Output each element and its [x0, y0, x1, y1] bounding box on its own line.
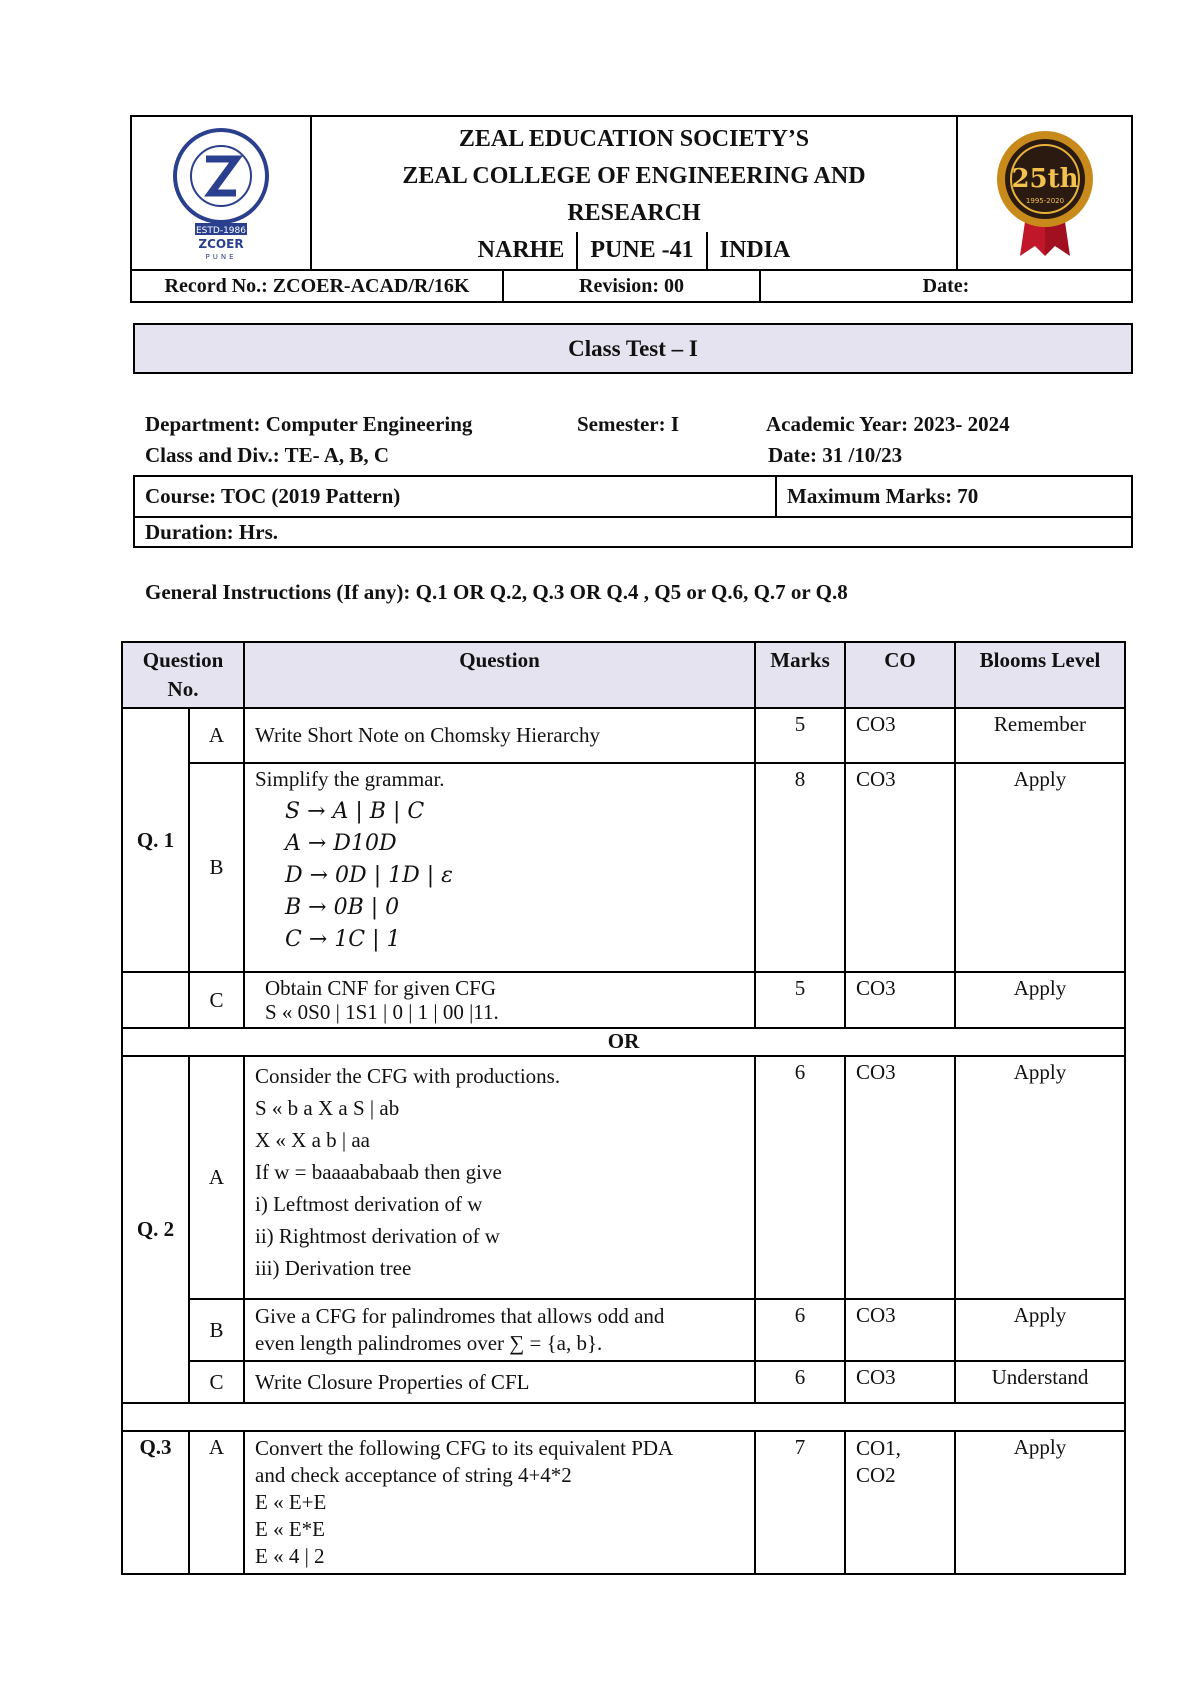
question-cell — [244, 972, 755, 1028]
table-row — [122, 708, 1125, 763]
marks: 6 — [755, 1056, 845, 1299]
location-city: PUNE -41 — [576, 232, 705, 269]
question-line: Give a CFG for palindromes that allows odd and — [255, 1304, 665, 1328]
grammar-productions — [255, 796, 744, 956]
question-cell — [244, 763, 755, 972]
badge-years: 1995-2020 — [1025, 196, 1064, 205]
co: CO3 — [845, 1299, 955, 1361]
question-line: X « X a b | aa — [255, 1128, 370, 1152]
blooms-level: Apply — [955, 1431, 1125, 1574]
marks: 6 — [755, 1299, 845, 1361]
co: CO2 — [856, 1463, 896, 1487]
co: CO3 — [845, 763, 955, 972]
college-logo-cell — [131, 116, 311, 270]
table-row — [122, 1361, 1125, 1403]
anniversary-badge-cell — [957, 116, 1132, 270]
question-line: Consider the CFG with productions. — [255, 1064, 561, 1088]
question-line: E « E*E — [255, 1517, 325, 1541]
co: CO3 — [845, 972, 955, 1028]
question-number: Q. 2 — [122, 1056, 189, 1403]
blooms-level: Apply — [955, 972, 1125, 1028]
question-line: even length palindromes over ∑ = {a, b}. — [255, 1331, 603, 1355]
sub-label: A — [189, 1431, 244, 1574]
revision: Revision: 00 — [503, 271, 760, 301]
logo-city: PUNE — [205, 252, 237, 261]
header-blooms-level: Blooms Level — [955, 642, 1125, 708]
question-line: If w = baaaababaab then give — [255, 1160, 502, 1184]
academic-year: Academic Year: 2023- 2024 — [766, 412, 1010, 436]
college-name-cell — [311, 116, 957, 270]
question-line: S « 0S0 | 1S1 | 0 | 1 | 00 |11. — [265, 1000, 499, 1024]
question-line: iii) Derivation tree — [255, 1256, 412, 1280]
marks: 5 — [755, 708, 845, 763]
table-row — [122, 1431, 1125, 1574]
header-marks: Marks — [755, 642, 845, 708]
general-instructions: General Instructions (If any): Q.1 OR Q.2, Q.3 OR Q.4 , Q5 or Q.6, Q.7 or Q.8 — [145, 580, 848, 604]
production: B → 0B | 0 — [285, 895, 400, 920]
marks: 6 — [755, 1361, 845, 1403]
record-row — [132, 271, 1131, 301]
college-location — [312, 232, 956, 269]
question-line: Convert the following CFG to its equivalent PDA — [255, 1436, 674, 1460]
question-line: Obtain CNF for given CFG — [265, 976, 496, 1000]
sub-label: C — [189, 972, 244, 1028]
question-line: S « b a X a S | ab — [255, 1096, 400, 1120]
production: C → 1C | 1 — [285, 927, 401, 952]
blooms-level: Understand — [955, 1361, 1125, 1403]
duration: Duration: Hrs. — [134, 517, 1132, 547]
location-country: INDIA — [706, 232, 803, 269]
blooms-level: Apply — [955, 1056, 1125, 1299]
question-line: E « 4 | 2 — [255, 1544, 325, 1568]
question-text: Simplify the grammar. — [255, 767, 445, 791]
table-row — [122, 763, 1125, 972]
record-date: Date: — [922, 274, 970, 297]
co: CO1, — [856, 1436, 901, 1460]
co: CO3 — [845, 1056, 955, 1299]
table-row — [122, 972, 1125, 1028]
test-title: Class Test – I — [133, 323, 1133, 374]
department: Department: Computer Engineering — [145, 412, 473, 436]
co: CO3 — [845, 708, 955, 763]
co: CO3 — [845, 1361, 955, 1403]
course: Course: TOC (2019 Pattern) — [134, 476, 776, 517]
marks: 5 — [755, 972, 845, 1028]
exam-date: Date: 31 /10/23 — [768, 443, 903, 467]
question-table — [121, 641, 1126, 1575]
question-text: Write Short Note on Chomsky Hierarchy — [244, 708, 755, 763]
logo-estd: ESTD-1986 — [196, 225, 246, 236]
co-cell — [845, 1431, 955, 1574]
blooms-level: Apply — [955, 1299, 1125, 1361]
college-logo — [161, 121, 281, 261]
production: D → 0D | 1D | ε — [285, 863, 453, 888]
table-row — [122, 1299, 1125, 1361]
question-number: Q. 1 — [122, 708, 189, 972]
production: A → D10D — [285, 831, 397, 856]
institute-header — [130, 115, 1133, 303]
society-name: ZEAL EDUCATION SOCIETY’S — [458, 126, 810, 152]
sub-label: C — [189, 1361, 244, 1403]
location-area: NARHE — [477, 237, 565, 263]
production: S → A | B | C — [285, 799, 425, 824]
record-number: Record No.: ZCOER-ACAD/R/16K — [132, 271, 503, 301]
blooms-level: Remember — [955, 708, 1125, 763]
header-question-no: Question No. — [122, 642, 244, 708]
question-line: E « E+E — [255, 1490, 327, 1514]
college-name-line2: RESEARCH — [567, 200, 701, 226]
question-line: ii) Rightmost derivation of w — [255, 1224, 500, 1248]
sub-label: B — [189, 1299, 244, 1361]
anniversary-badge — [990, 121, 1100, 261]
class-division: Class and Div.: TE- A, B, C — [145, 443, 390, 467]
table-row — [122, 1056, 1125, 1299]
marks: 7 — [755, 1431, 845, 1574]
header-question: Question — [244, 642, 755, 708]
sub-label: A — [189, 1056, 244, 1299]
marks: 8 — [755, 763, 845, 972]
max-marks: Maximum Marks: 70 — [776, 476, 1132, 517]
question-cell — [244, 1056, 755, 1299]
header-co: CO — [845, 642, 955, 708]
semester: Semester: I — [577, 412, 680, 436]
question-text: Write Closure Properties of CFL — [244, 1361, 755, 1403]
college-name-line1: ZEAL COLLEGE OF ENGINEERING AND — [402, 163, 866, 189]
blooms-level: Apply — [955, 763, 1125, 972]
question-number: Q.3 — [122, 1431, 189, 1574]
sub-label: A — [189, 708, 244, 763]
course-box — [133, 475, 1133, 548]
question-cell — [244, 1431, 755, 1574]
question-line: and check acceptance of string 4+4*2 — [255, 1463, 572, 1487]
badge-text: 25th — [1010, 163, 1079, 194]
question-line: i) Leftmost derivation of w — [255, 1192, 483, 1216]
spacer-row — [122, 1403, 1125, 1431]
question-cell — [244, 1299, 755, 1361]
sub-label: B — [189, 763, 244, 972]
logo-name: ZCOER — [198, 236, 244, 251]
empty-cell — [122, 972, 189, 1028]
or-divider: OR — [122, 1028, 1125, 1056]
